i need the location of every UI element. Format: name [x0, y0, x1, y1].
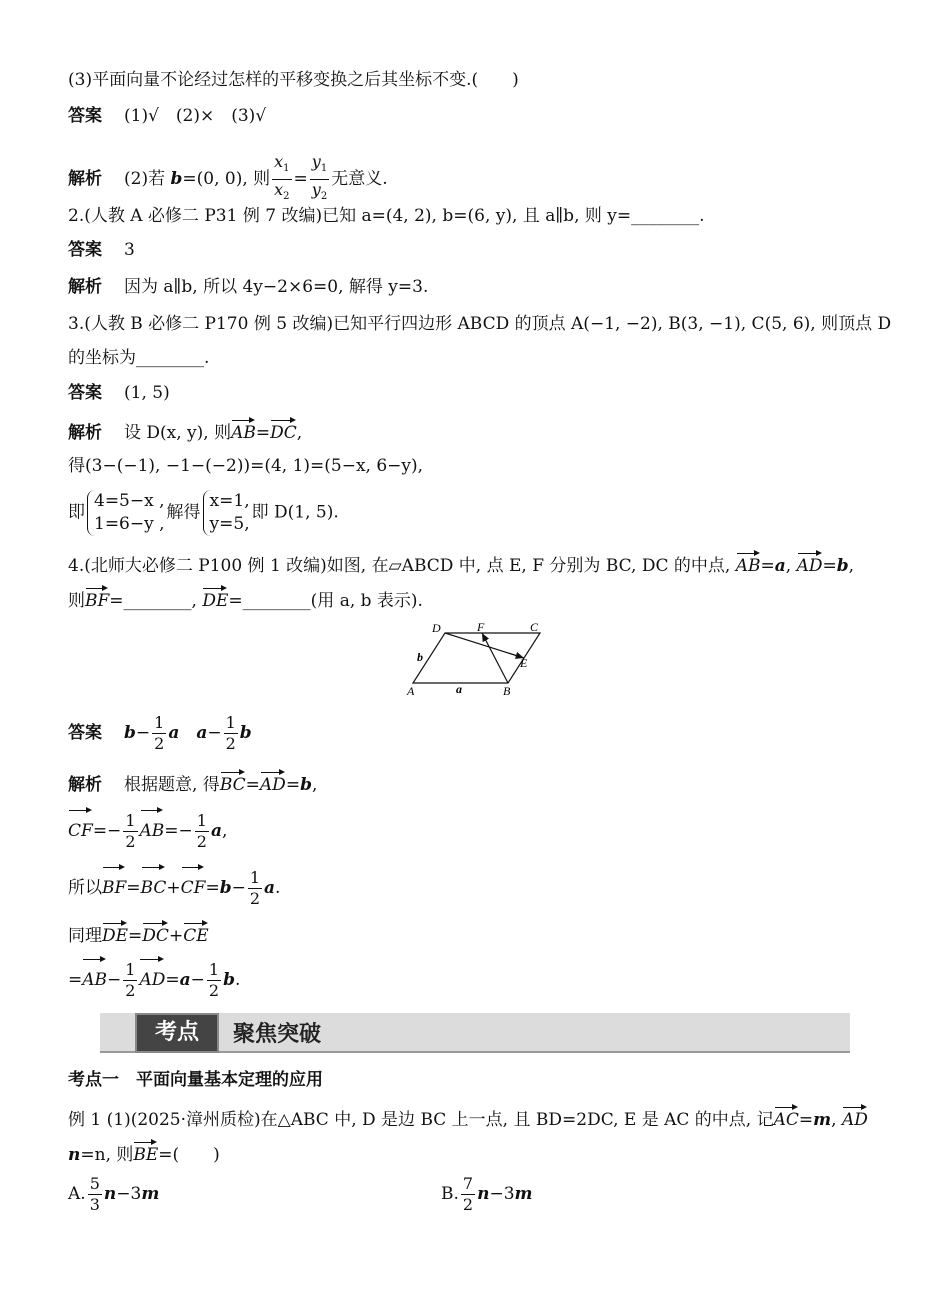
answer-label: 答案 — [68, 383, 102, 403]
analysis-row-2 — [68, 275, 428, 299]
question-4-line-2: 则BF=________, DE=________(用 a, b 表示). — [68, 585, 423, 613]
analysis-label: 解析 — [68, 423, 102, 443]
label-A: A — [407, 684, 415, 698]
answer-row-3 — [68, 381, 170, 405]
analysis-label: 解析 — [68, 169, 102, 190]
option-a[interactable]: A. $\frac{5}{3}$ n−3m — [68, 1174, 160, 1214]
answer-1: (1)√ (2)× (3)√ — [124, 106, 267, 126]
analysis-label: 解析 — [68, 775, 102, 795]
section-heading: 考点一 平面向量基本定理的应用 — [68, 1070, 323, 1090]
question-3-line-1: 3.(人教 B 必修二 P170 例 5 改编)已知平行四边形 ABCD 的顶点 A(−1, −2), B(3, −1), C(5, 6), 则顶点 D — [68, 314, 892, 334]
answer-row-4: 答案 b− $\frac{1}{2}$ a a− $\frac{1}{2}$ b — [68, 713, 252, 753]
answer-row-1 — [68, 104, 266, 128]
example-1-text: 例 1 (1)(2025·漳州质检)在△ABC 中, D 是边 BC 上一点, 且 BD=2DC, E 是 AC 的中点, 记 — [68, 1110, 774, 1130]
analysis-4-line-5: =AB− $\frac{1}{2}$ AD=a− $\frac{1}{2}$ b. — [68, 956, 240, 1001]
question-4-text: 4.(北师大必修二 P100 例 1 改编)如图, 在▱ABCD 中, 点 E, F 分别为 BC, DC 的中点, — [68, 556, 731, 576]
statement-3: (3)平面向量不论经过怎样的平移变换之后其坐标不变.( ) — [68, 70, 519, 90]
fraction-x: $\frac{x_1}{x_2}$ — [274, 152, 290, 203]
analysis-3-line-2: 得(3−(−1), −1−(−2))=(4, 1)=(5−x, 6−y), — [68, 456, 424, 476]
answer-3: (1, 5) — [124, 383, 170, 403]
analysis-3-line-3 — [68, 490, 339, 536]
analysis-3-middle: 解得 — [166, 502, 201, 523]
analysis-3-prefix: 即 — [68, 502, 85, 523]
answer-label: 答案 — [68, 106, 102, 126]
equation-1: 4=5−x , — [94, 491, 165, 511]
analysis-4-so: 所以 — [68, 878, 102, 898]
analysis-4-line-3: 所以BF=BC+CF=b− $\frac{1}{2}$ a. — [68, 864, 280, 909]
label-F: F — [477, 620, 485, 634]
analysis-row-3: 解析 设 D(x, y), 则AB=DC, — [68, 417, 302, 445]
analysis-1-post: 无意义. — [331, 169, 388, 190]
analysis-4-similarly: 同理 — [68, 926, 102, 946]
label-D: D — [432, 621, 441, 635]
equation-2: 1=6−y , — [94, 514, 165, 534]
analysis-1-pre: (2)若 — [124, 169, 171, 190]
answer-2: 3 — [124, 240, 135, 260]
banner-title: 聚焦突破 — [233, 1022, 322, 1047]
analysis-label: 解析 — [68, 277, 102, 297]
answer-label: 答案 — [68, 723, 102, 743]
question-4-line-1: 4.(北师大必修二 P100 例 1 改编)如图, 在▱ABCD 中, 点 E, F 分别为 BC, DC 的中点, AB=a, AD=b, — [68, 550, 854, 578]
question-3-line-2: 的坐标为________. — [68, 348, 210, 368]
banner-tag: 考点 — [135, 1013, 219, 1053]
question-2: 2.(人教 A 必修二 P31 例 7 改编)已知 a=(4, 2), b=(6, y), 且 a∥b, 则 y=________. — [68, 206, 705, 226]
equation-system-1 — [87, 490, 165, 536]
fraction-y: $\frac{y_1}{y_2}$ — [311, 152, 328, 203]
analysis-4-line-1: 根据题意, 得 — [124, 775, 220, 795]
analysis-row-1: 解析 (2)若 b=(0, 0), 则 $\frac{x_1}{x_2}$ = $\frac{y_1}{y_2}$ 无意义. — [68, 152, 388, 207]
answer-row-2 — [68, 238, 135, 262]
label-C: C — [530, 620, 539, 634]
example-1-line-2: n=n, 则BE=( ) — [68, 1139, 220, 1167]
label-E: E — [520, 656, 528, 670]
analysis-1-mid: =(0, 0), 则 — [182, 169, 271, 190]
analysis-2: 因为 a∥b, 所以 4y−2×6=0, 解得 y=3. — [124, 277, 429, 297]
answer-label: 答案 — [68, 240, 102, 260]
analysis-3-suffix: 即 D(1, 5). — [251, 502, 339, 523]
parallelogram-figure — [400, 615, 550, 700]
label-B: B — [503, 684, 511, 698]
option-a-label: A. — [68, 1184, 86, 1204]
section-banner — [100, 1013, 850, 1053]
equation-system-2 — [203, 490, 250, 536]
analysis-4-line-2: CF=− $\frac{1}{2}$ AB=− $\frac{1}{2}$ a, — [68, 807, 227, 852]
question-4-tail: (用 a, b 表示). — [310, 591, 423, 611]
solution-1: x=1, — [209, 491, 250, 511]
option-b-label: B. — [441, 1184, 459, 1204]
label-a: a — [456, 682, 462, 696]
analysis-row-4: 解析 根据题意, 得BC=AD=b, — [68, 769, 317, 797]
label-b: b — [417, 650, 423, 664]
solution-2: y=5, — [209, 514, 250, 534]
analysis-3-pre: 设 D(x, y), 则 — [124, 423, 232, 443]
analysis-4-line-4: 同理DE=DC+CE — [68, 920, 209, 948]
example-1-text-2: =n, 则 — [80, 1145, 134, 1165]
option-b[interactable]: B. $\frac{7}{2}$ n−3m — [441, 1174, 533, 1214]
example-1-line-1: 例 1 (1)(2025·漳州质检)在△ABC 中, D 是边 BC 上一点, 且 BD=2DC, E 是 AC 的中点, 记AC=m, AD — [68, 1104, 868, 1132]
